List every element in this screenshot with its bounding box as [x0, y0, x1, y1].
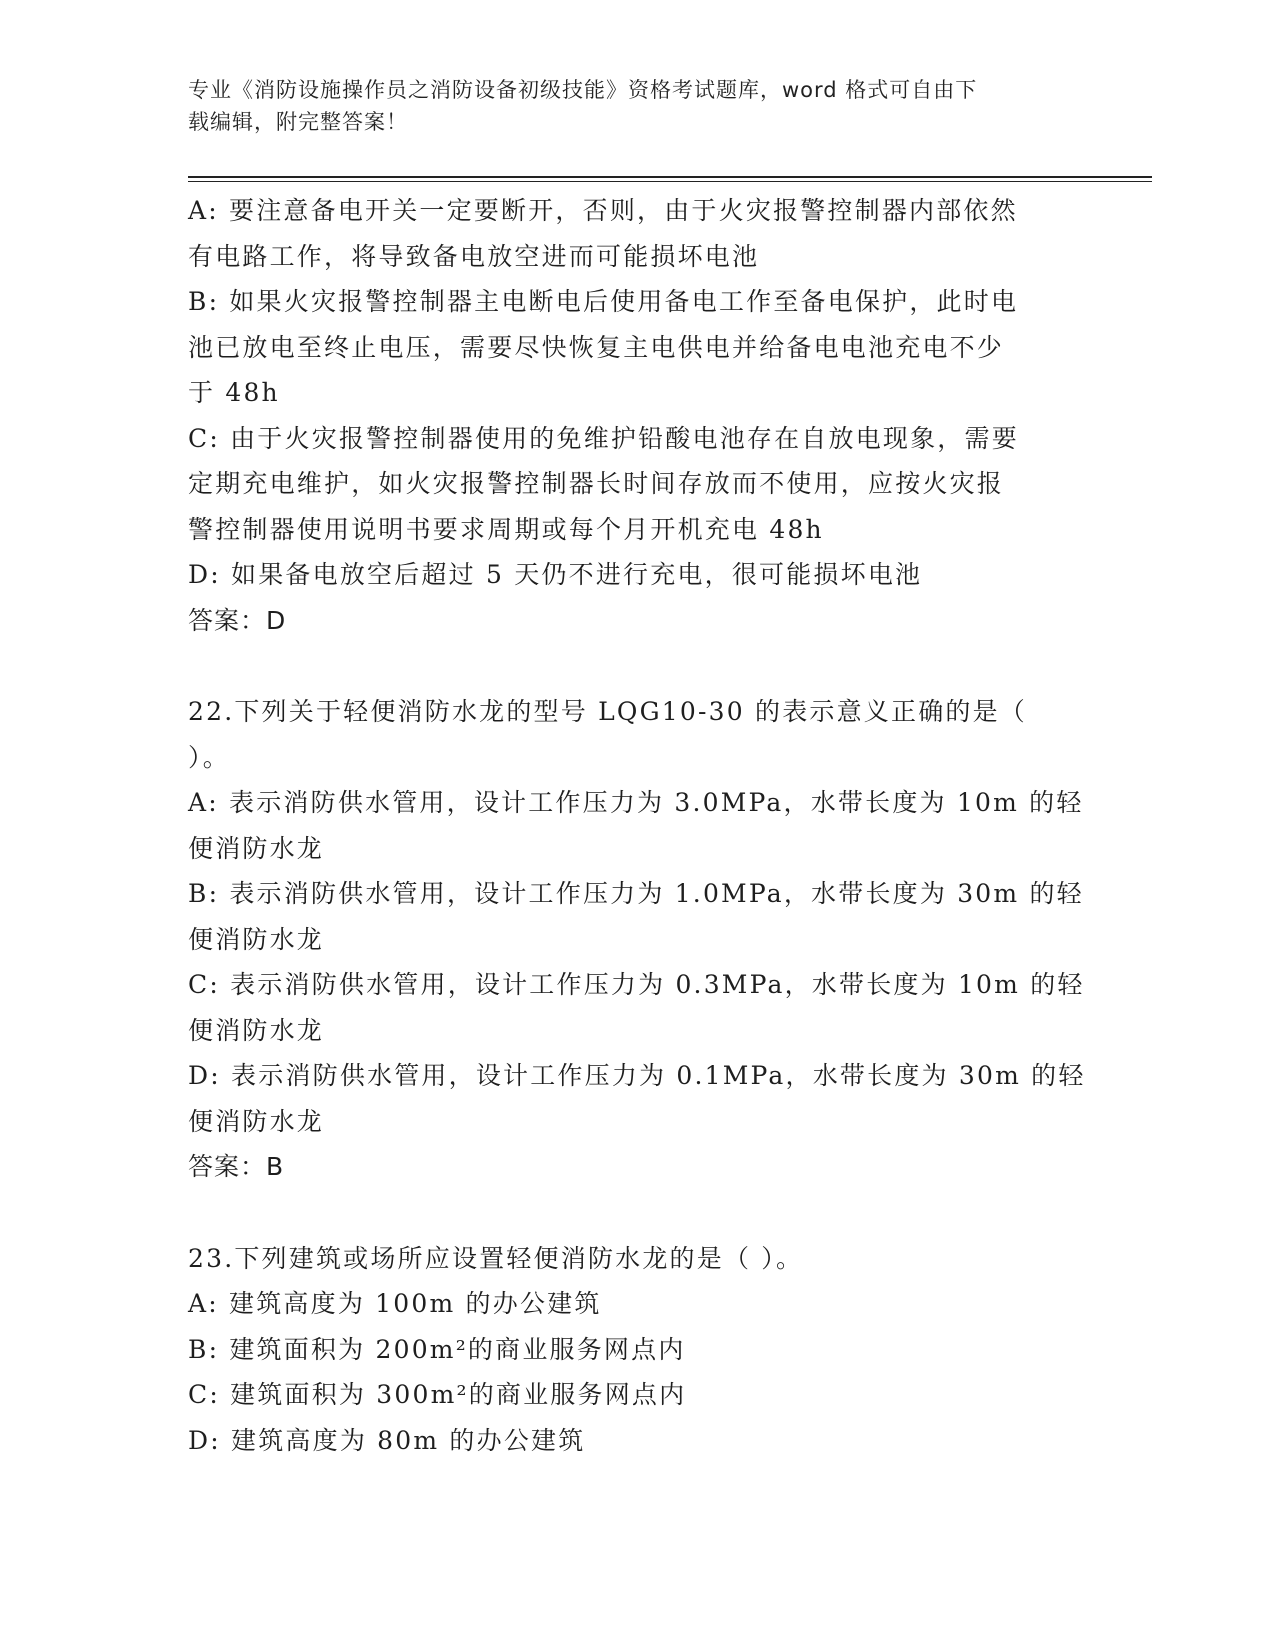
option-line: D: 表示消防供水管用，设计工作压力为 0.1MPa，水带长度为 30m 的轻 — [188, 1061, 1086, 1090]
answer-label: 答案：B — [188, 1152, 285, 1181]
question-22 — [188, 689, 1088, 1190]
option-line: D: 如果备电放空后超过 5 天仍不进行充电，很可能损坏电池 — [188, 560, 923, 589]
header-rule-thin — [188, 181, 1152, 182]
header-rule-thick — [188, 176, 1152, 178]
question-stem: 22.下列关于轻便消防水龙的型号 LQG10-30 的表示意义正确的是（ — [188, 697, 1027, 726]
spacer — [188, 643, 1088, 689]
option-line: D: 建筑高度为 80m 的办公建筑 — [188, 1425, 586, 1455]
option-line: B: 表示消防供水管用，设计工作压力为 1.0MPa，水带长度为 30m 的轻 — [188, 879, 1084, 908]
header-line-1: 专业《消防设施操作员之消防设备初级技能》资格考试题库，word 格式可自由下 — [188, 78, 978, 102]
question-content — [188, 188, 1088, 1463]
spacer — [188, 1190, 1088, 1236]
option-line: B: 建筑面积为 200m²的商业服务网点内 — [188, 1334, 686, 1364]
option-line: A: 要注意备电开关一定要断开，否则，由于火灾报警控制器内部依然 — [188, 196, 1018, 225]
option-line: B: 如果火灾报警控制器主电断电后使用备电工作至备电保护，此时电 — [188, 287, 1019, 316]
option-line: C: 建筑面积为 300m²的商业服务网点内 — [188, 1380, 687, 1409]
option-line: 于 48h — [188, 378, 280, 407]
option-line: A: 表示消防供水管用，设计工作压力为 3.0MPa，水带长度为 10m 的轻 — [188, 788, 1084, 817]
header-line-2: 载编辑，附完整答案！ — [188, 110, 408, 134]
option-line: 便消防水龙 — [188, 1015, 325, 1045]
option-line: 定期充电维护，如火灾报警控制器长时间存放而不使用，应按火灾报 — [188, 469, 1005, 498]
option-line: 池已放电至终止电压，需要尽快恢复主电供电并给备电电池充电不少 — [188, 332, 1005, 362]
question-stem: ）。 — [188, 742, 230, 772]
option-line: C: 表示消防供水管用，设计工作压力为 0.3MPa，水带长度为 10m 的轻 — [188, 970, 1085, 999]
option-line: 便消防水龙 — [188, 1106, 325, 1136]
option-line: 有电路工作，将导致备电放空进而可能损坏电池 — [188, 241, 760, 271]
option-line: 便消防水龙 — [188, 833, 325, 863]
question-stem: 23.下列建筑或场所应设置轻便消防水龙的是（ ）。 — [188, 1243, 804, 1273]
option-line: 便消防水龙 — [188, 924, 325, 954]
question-23 — [188, 1236, 1088, 1464]
option-line: A: 建筑高度为 100m 的办公建筑 — [188, 1289, 602, 1318]
document-header — [188, 74, 1068, 138]
question-21 — [188, 188, 1088, 643]
answer-label: 答案：D — [188, 605, 287, 635]
option-line: 警控制器使用说明书要求周期或每个月开机充电 48h — [188, 514, 824, 544]
option-line: C: 由于火灾报警控制器使用的免维护铅酸电池存在自放电现象，需要 — [188, 423, 1019, 453]
